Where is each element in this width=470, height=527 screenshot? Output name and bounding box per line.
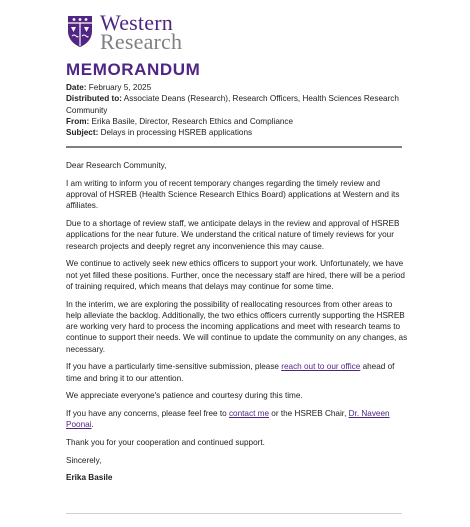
- paragraph-hiring: We continue to actively seek new ethics officers to support your work. Unfortunately, we have not yet filled these positions. Further, once the necessary staff are hired, there will be a period of training required, which means that delays may continue for some time.: [66, 259, 405, 291]
- from-label: From:: [66, 116, 90, 126]
- memo-distribution-row: [66, 93, 406, 116]
- paragraph-concerns: [66, 408, 408, 431]
- logo-wordmark: [100, 10, 183, 54]
- signature-name: Erika Basile: [66, 473, 113, 483]
- greeting: Dear Research Community,: [66, 161, 167, 170]
- memo-title: MEMORANDUM: [66, 60, 201, 79]
- memo-date-row: [66, 82, 406, 93]
- contact-me-link[interactable]: contact me: [228, 409, 269, 419]
- paragraph-thanks: Thank you for your cooperation and continued support.: [66, 438, 265, 448]
- date-value: February 5, 2025: [88, 83, 152, 92]
- paragraph-concerns-text-a: If you have any concerns, please feel free to: [66, 409, 229, 419]
- memo-subject-row: [66, 127, 406, 138]
- paragraph-concerns-text-c: .: [91, 420, 94, 430]
- paragraph-shortage: Due to a shortage of review staff, we anticipate delays in the review and approval of HSREB applications for the near future. We understand the critical nature of timely reviews for your research projects and deeply regret any inconvenience this may cause.: [66, 218, 400, 251]
- footer-divider: [66, 513, 402, 514]
- memo-from-row: [66, 116, 406, 127]
- subject-label: Subject:: [66, 128, 99, 138]
- distributed-value: Associate Deans (Research), Research Officers, Health Sciences Research Community: [66, 94, 399, 115]
- subject-value: Delays in processing HSREB applications: [100, 128, 253, 138]
- paragraph-appreciation: We appreciate everyone's patience and courtesy during this time.: [66, 391, 303, 401]
- paragraph-time-sensitive-text-b: ahead of time and bring it to our attention.: [66, 362, 395, 383]
- paragraph-intro: I am writing to inform you of recent temporary changes regarding the timely review and approval of HSREB (Health Science Research Ethics Board) applications at Western and its affiliates.: [66, 178, 400, 211]
- paragraph-time-sensitive: [66, 361, 408, 384]
- date-label: Date:: [66, 83, 87, 92]
- header-divider: [66, 146, 402, 148]
- closing: Sincerely,: [66, 455, 102, 465]
- logo-line-research: Research: [100, 29, 183, 54]
- western-crest-icon: [66, 14, 94, 48]
- logo-line-western: Western: [100, 10, 173, 35]
- paragraph-time-sensitive-text-a: If you have a particularly time-sensitive submission, please: [66, 362, 282, 372]
- paragraph-concerns-text-b: or the HSREB Chair,: [269, 409, 349, 419]
- reach-out-office-link[interactable]: reach out to our office: [281, 362, 361, 372]
- from-value: Erika Basile, Director, Research Ethics and Compliance: [91, 116, 294, 126]
- hsreb-chair-link[interactable]: Dr. Naveen Poonai: [66, 409, 390, 430]
- memo-header: [66, 82, 406, 138]
- paragraph-interim: In the interim, we are exploring the possibility of reallocating resources from other areas to help alleviate the backlog. Additionally, the two ethics officers currently supporting the HSREB are working very hard to process the incoming applications and meet with research teams to continue to support their needs. We will continue to update the community on any changes, as necessary.: [66, 299, 408, 354]
- memo-body: [66, 160, 408, 490]
- distributed-label: Distributed to:: [66, 94, 122, 104]
